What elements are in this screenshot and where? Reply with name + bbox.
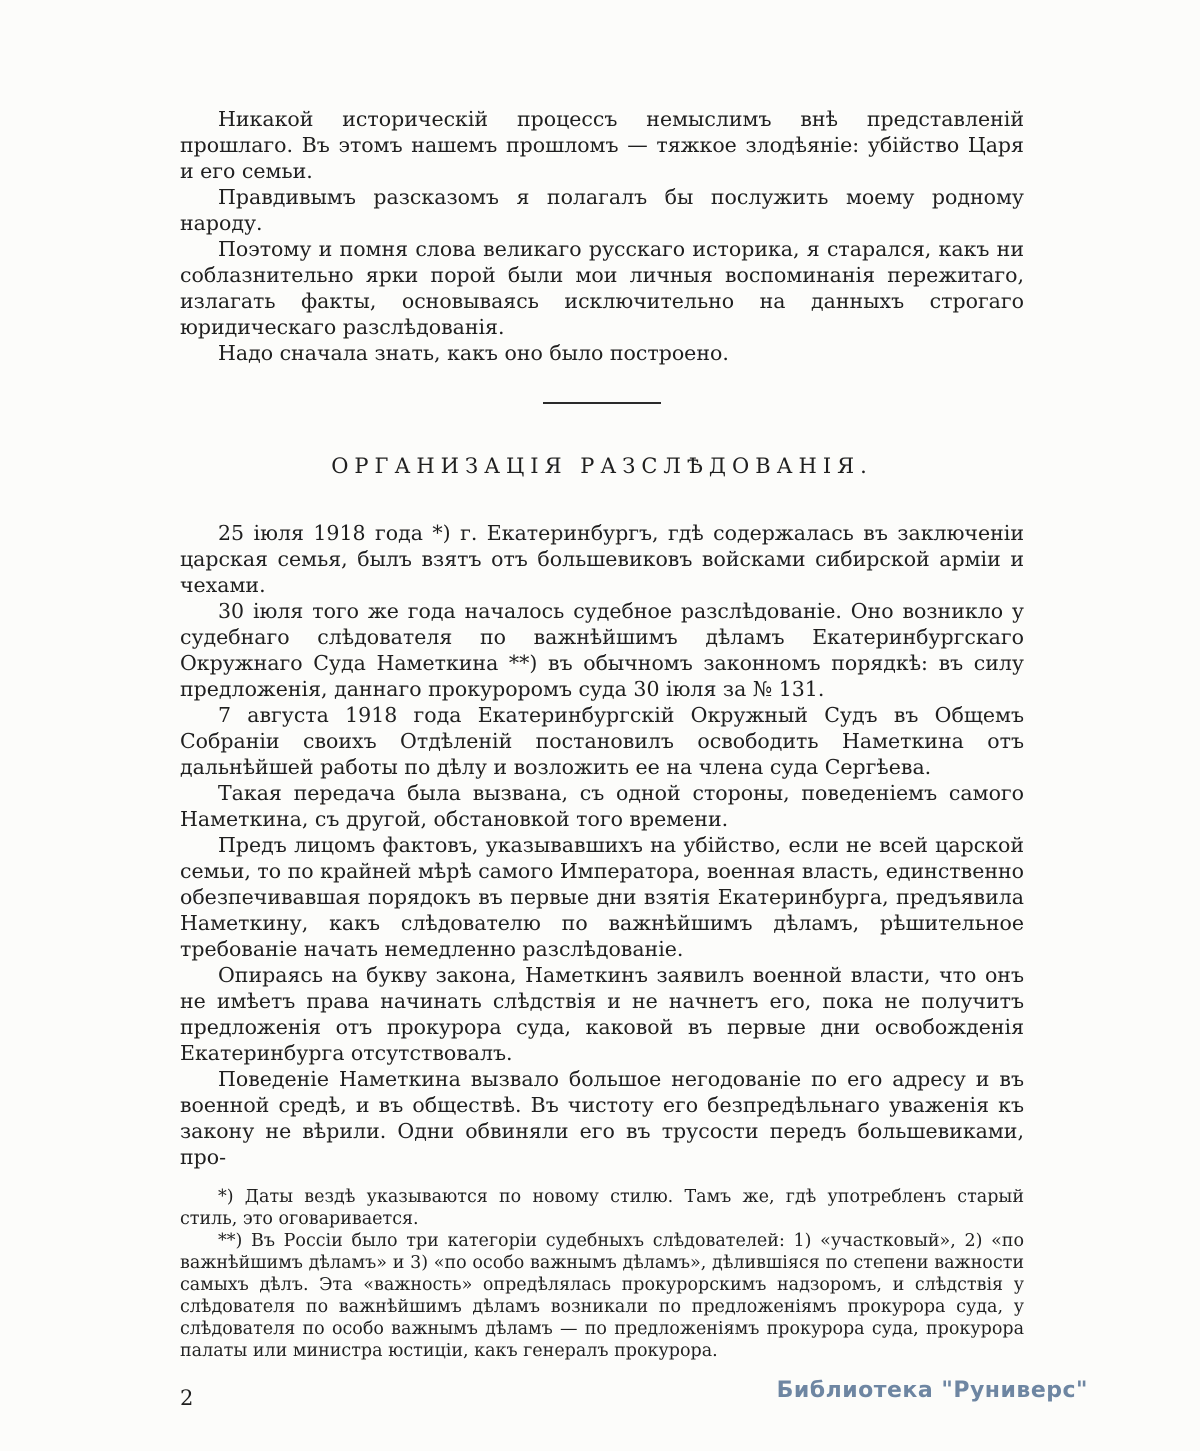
section-body bbox=[180, 520, 1024, 1170]
body-paragraph: Такая передача была вызвана, съ одной стороны, поведеніемъ самого Наметкина, съ другой, обстановкой того времени. bbox=[180, 781, 1024, 831]
page-number: 2 bbox=[180, 1386, 194, 1410]
intro-paragraph: Поэтому и помня слова великаго русскаго историка, я старался, какъ ни соблазнительно ярки порой были мои личныя воспоминанія пережитаго, излагать факты, основываясь исключительно на данныхъ строгаго юридическаго разслѣдованія. bbox=[180, 237, 1024, 339]
body-paragraph: Предъ лицомъ фактовъ, указывавшихъ на убійство, если не всей царской семьи, то по крайней мѣрѣ самого Императора, военная власть, единственно обезпечивавшая порядокъ въ первые дни взятія Екатеринбурга, предъявила Наметкину, какъ слѣдователю по важнѣйшимъ дѣламъ, рѣшительное требованіе начать немедленно разслѣдованіе. bbox=[180, 833, 1024, 961]
body-paragraph: 25 іюля 1918 года *) г. Екатеринбургъ, гдѣ содержалась въ заключеніи царская семья, былъ взятъ отъ большевиковъ войсками сибирской арміи и чехами. bbox=[180, 521, 1024, 597]
library-watermark: Библиотека "Руниверс" bbox=[776, 1378, 1088, 1403]
body-paragraph: 30 іюля того же года началось судебное разслѣдованіе. Оно возникло у судебнаго слѣдователя по важнѣйшимъ дѣламъ Екатеринбургскаго Окружнаго Суда Наметкина **) въ обычномъ законномъ порядкѣ: въ силу предложенія, даннаго прокуроромъ суда 30 іюля за № 131. bbox=[180, 599, 1024, 701]
footnotes-section bbox=[180, 1186, 1024, 1362]
intro-paragraph: Правдивымъ разсказомъ я полагалъ бы послужить моему родному народу. bbox=[180, 185, 1024, 235]
intro-paragraph: Никакой историческій процессъ немыслимъ внѣ представленій прошлаго. Въ этомъ нашемъ прошломъ — тяжкое злодѣяніе: убійство Царя и его семьи. bbox=[180, 107, 1024, 183]
section-divider bbox=[543, 402, 661, 404]
body-paragraph: 7 августа 1918 года Екатеринбургскій Окружный Судъ въ Общемъ Собраніи своихъ Отдѣленій постановилъ освободить Наметкина отъ дальнѣйшей работы по дѣлу и возложить ее на члена суда Сергѣева. bbox=[180, 703, 1024, 779]
body-paragraph: Опираясь на букву закона, Наметкинъ заявилъ военной власти, что онъ не имѣетъ права начинать слѣдствія и не начнетъ его, пока не получитъ предложенія отъ прокурора суда, каковой въ первые дни освобожденія Екатеринбурга отсутствовалъ. bbox=[180, 963, 1024, 1065]
footnote: **) Въ Россіи было три категоріи судебныхъ слѣдователей: 1) «участковый», 2) «по важнѣйшимъ дѣламъ» и 3) «по особо важнымъ дѣламъ», дѣлившіяся по степени важности самыхъ дѣлъ. Эта «важность» опредѣлялась прокурорскимъ надзоромъ, и слѣдствія у слѣдователя по важнѣйшимъ дѣламъ возникали по предложеніямъ прокурора суда, у слѣдователя по особо важнымъ дѣламъ — по предложеніямъ прокурора суда, прокурора палаты или министра юстиціи, какъ генералъ прокурора. bbox=[180, 1231, 1024, 1361]
intro-paragraph: Надо сначала знать, какъ оно было построено. bbox=[218, 341, 729, 365]
section-heading: ОРГАНИЗАЦІЯ РАЗСЛѢДОВАНІЯ. bbox=[331, 454, 873, 478]
text-block bbox=[180, 106, 1024, 1410]
footnote: *) Даты вездѣ указываются по новому стилю. Тамъ же, гдѣ употребленъ старый стиль, это оговаривается. bbox=[180, 1187, 1024, 1229]
body-paragraph: Поведеніе Наметкина вызвало большое негодованіе по его адресу и въ военной средѣ, и въ обществѣ. Въ чистоту его безпредѣльнаго уваженія къ закону не вѣрили. Одни обвиняли его въ трусости передъ большевиками, про- bbox=[180, 1067, 1024, 1169]
